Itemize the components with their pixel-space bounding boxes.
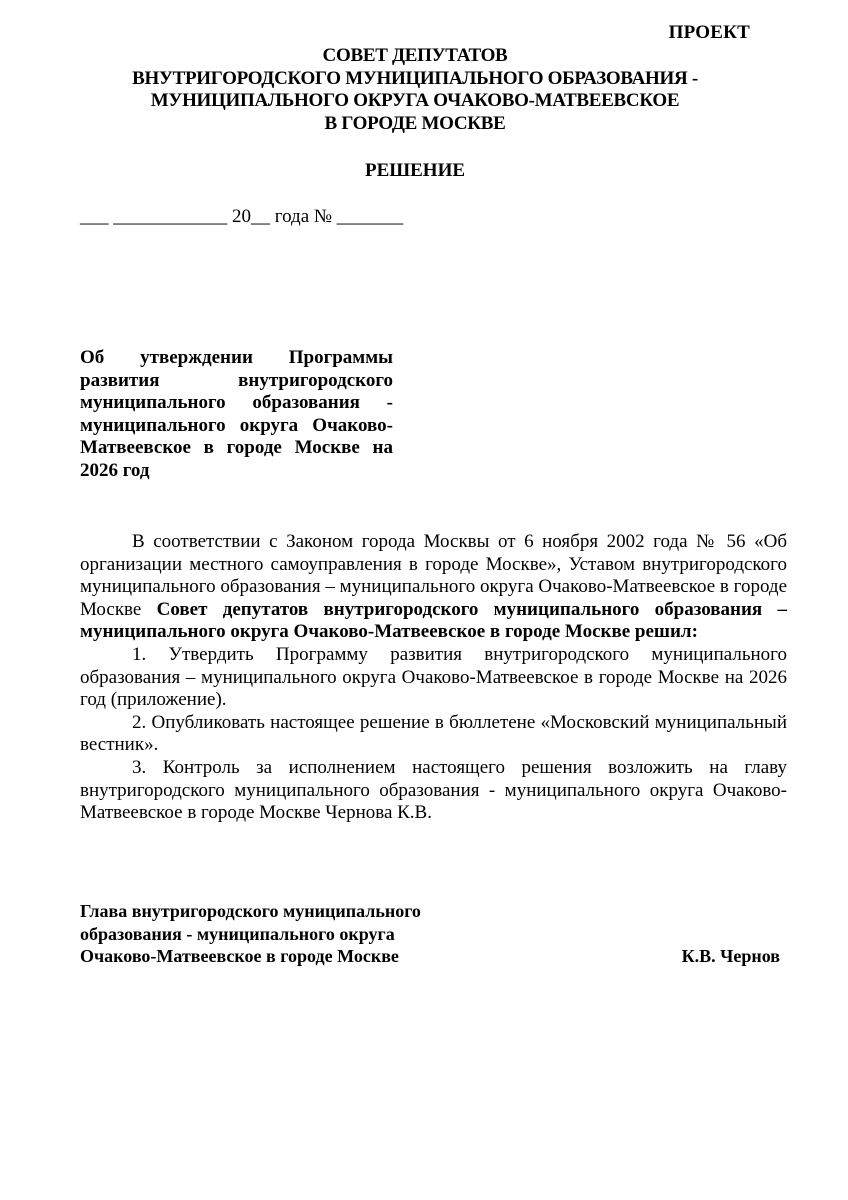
preamble-resolution: Совет депутатов внутригородского муниципального образования – муниципального округа Очаково-Матвеевское в городе Москве решил: (80, 598, 787, 643)
preamble-paragraph (80, 531, 787, 644)
decision-item-2: 2. Опубликовать настоящее решение в бюллетене «Московский муниципальный вестник». (80, 711, 787, 756)
decision-subject: Об утверждении Программы развития внутригородского муниципального образования - муниципального округа Очаково-Матвеевское в городе Москве на 2026 год (80, 347, 393, 481)
document-header (80, 45, 750, 135)
decision-title: РЕШЕНИЕ (364, 160, 466, 181)
date-number-line: ___ ____________ 20__ года № _______ (80, 206, 404, 227)
project-stamp: ПРОЕКТ (668, 22, 750, 43)
signatory-title-line: Глава внутригородского муниципального (80, 901, 421, 921)
document-body (80, 531, 787, 825)
signatory-title-line: образования - муниципального округа (80, 923, 395, 944)
header-line: СОВЕТ ДЕПУТАТОВ (322, 45, 508, 66)
header-line: ВНУТРИГОРОДСКОГО МУНИЦИПАЛЬНОГО ОБРАЗОВАНИЯ - (132, 67, 698, 89)
signature-block (80, 900, 780, 968)
decision-item-3: 3. Контроль за исполнением настоящего решения возложить на главу внутригородского муниципального образования - муниципального округа Очаково-Матвеевское в городе Москве Чернова К.В. (80, 756, 787, 824)
preamble-text: В соответствии с Законом города Москвы от 6 ноября 2002 года № 56 «Об организации местного самоуправления в городе Москве», Уставом внутригородского муниципального образования – муниципального округа Очаково-Матвеевское в городе Москве (80, 531, 787, 620)
header-line: В ГОРОДЕ МОСКВЕ (324, 112, 506, 134)
header-line: МУНИЦИПАЛЬНОГО ОКРУГА ОЧАКОВО-МАТВЕЕВСКОЕ (150, 90, 680, 111)
decision-item-1: 1. Утвердить Программу развития внутригородского муниципального образования – муниципального округа Очаково-Матвеевское в городе Москве на 2026 год (приложение). (80, 643, 787, 711)
signatory-name: К.В. Чернов (681, 946, 780, 966)
signatory-title-line: Очаково-Матвеевское в городе Москве (80, 946, 399, 966)
